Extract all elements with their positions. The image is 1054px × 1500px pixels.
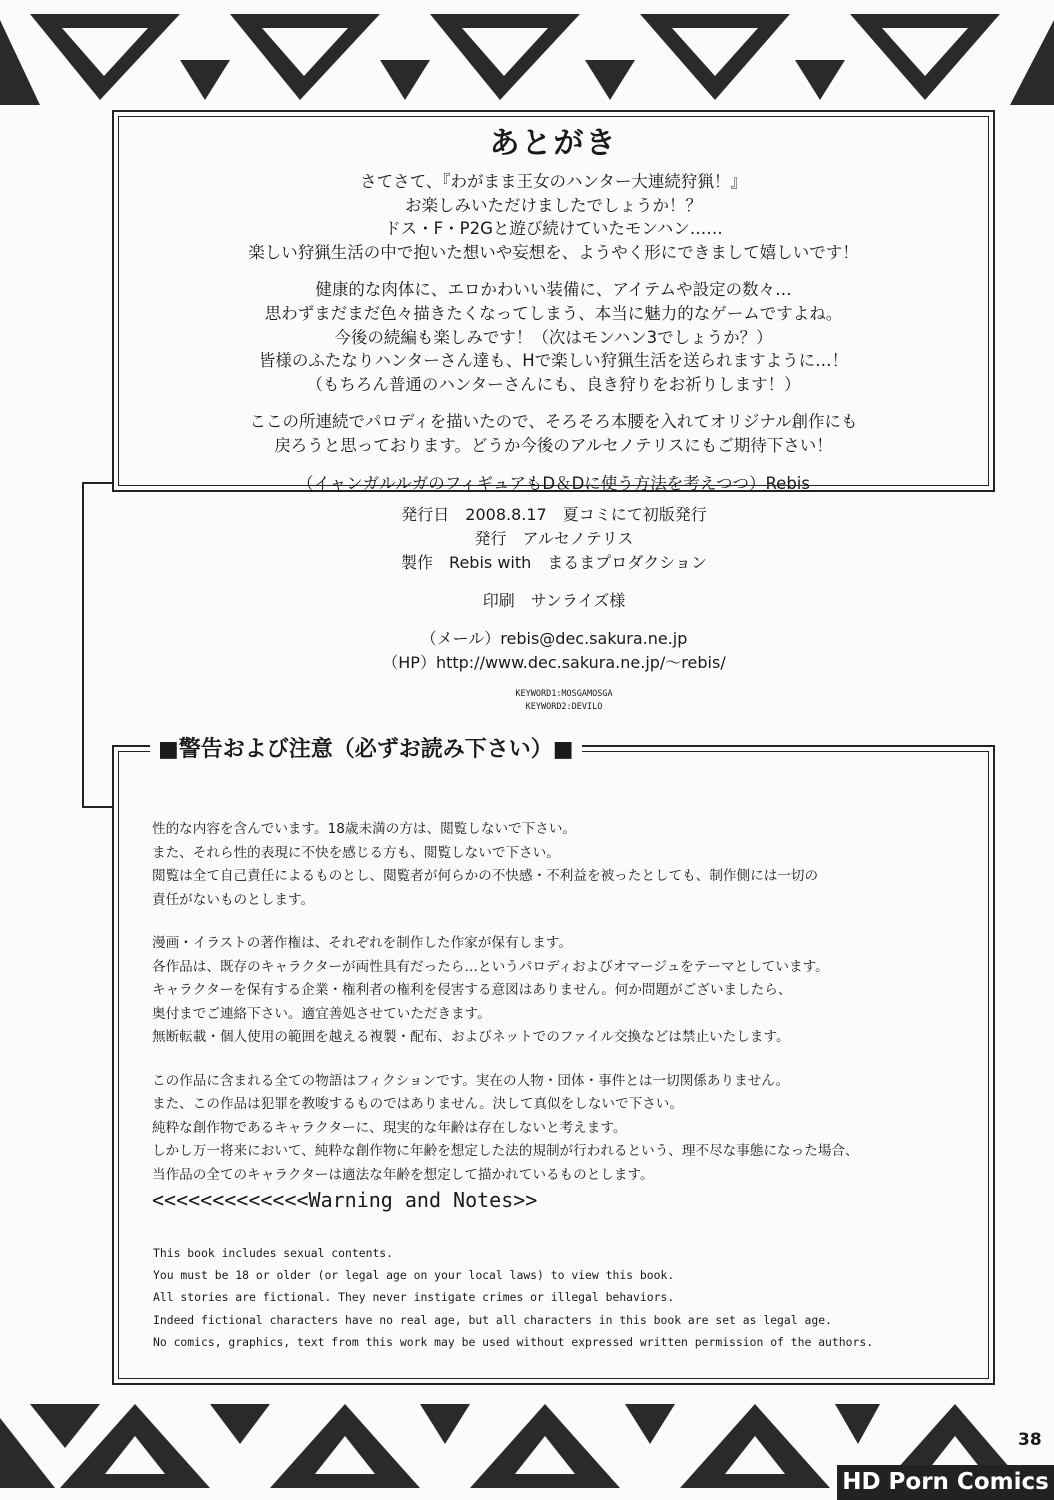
afterword-signature: （イャンガルルガのフィギュアもD＆Dに使う方法を考えつつ）Rebis xyxy=(297,473,810,493)
english-line: No comics, graphics, text from this work may be used without expressed written permission of the authors. xyxy=(153,1334,874,1349)
connector-line xyxy=(82,806,114,808)
afterword-paragraph: さてさて、『わがまま王女のハンター大連続狩猟！』 お楽しみいただけましたでしょうか！？ ドス・F・P2Gと遊び続けていたモンハン…… 楽しい狩猟生活の中で抱いた想いや妄想を、ようやく形にできまして嬉しいです！ xyxy=(248,172,859,262)
warning-paragraph: 漫画・イラストの著作権は、それぞれを制作した作家が保有します。 各作品は、既存のキャラクターが両性具有だったら…というパロディおよびオマージュをテーマとしています。 キャラクターを保有する企業・権利者の権利を侵害する意図はありません。何か問題がございましたら、 奥付までご連絡下さい。適宜善処させていただきます。 無断転載・個人使用の範囲を越える複製・配布、およびネットでのファイル交換などは禁止いたします。 xyxy=(152,935,829,1045)
publish-date: 発行日 2008.8.17 夏コミにて初版発行 xyxy=(401,505,707,524)
page-number: 38 xyxy=(1018,1430,1042,1450)
warning-paragraph: この作品に含まれる全ての物語はフィクションです。実在の人物・団体・事件とは一切関係ありません。 また、この作品は犯罪を教唆するものではありません。決して真似をしないで下さい。 純粋な創作物であるキャラクターに、現実的な年齢は存在しないと考えます。 しかし万一将来において、純粋な創作物に年齢を想定した法的規制が行われるという、理不尽な事態になった場合、 当作品の全てのキャラクターは適法な年齢を想定して描かれているものとします。 xyxy=(152,1072,859,1183)
keyword-2: KEYWORD2:DEVILO xyxy=(525,702,603,712)
english-line: This book includes sexual contents. xyxy=(153,1246,394,1260)
warning-heading: ■警告および注意（必ずお読み下さい）■ xyxy=(150,732,582,763)
english-line: All stories are fictional. They never instigate crimes or illegal behaviors. xyxy=(153,1290,675,1305)
afterword-text xyxy=(118,170,989,509)
afterword-title: あとがき xyxy=(489,126,618,161)
contact-mail: （メール）rebis@dec.sakura.ne.jp xyxy=(420,629,688,648)
english-line: You must be 18 or older (or legal age on your local laws) to view this book. xyxy=(153,1268,675,1283)
english-notes xyxy=(153,1242,973,1353)
keyword-1: KEYWORD1:MOSGAMOSGA xyxy=(515,689,613,699)
warning-text xyxy=(152,818,972,1207)
contact-homepage: （HP）http://www.dec.sakura.ne.jp/～rebis/ xyxy=(382,653,726,672)
publisher: 発行 アルセノテリス xyxy=(474,529,634,548)
watermark-badge: HD Porn Comics xyxy=(837,1465,1054,1500)
afterword-paragraph: ここの所連続でパロディを描いたので、そろそろ本腰を入れてオリジナル創作にも 戻ろうと思っております。どうか今後のアルセノテリスにもご期待下さい！ xyxy=(249,412,858,455)
afterword-paragraph: 健康的な肉体に、エロかわいい装備に、アイテムや設定の数々… 思わずまだまだ色々描きたくなってしまう、本当に魅力的なゲームですよね。 今後の続編も楽しみです！（次はモンハン3でしょうか？） 皆様のふたなりハンターさん達も、Hで楽しい狩猟生活を送られますように…！ （もちろん普通のハンターさんにも、良き狩りをお祈りします！） xyxy=(258,280,849,394)
production: 製作 Rebis with まるまプロダクション xyxy=(401,553,707,572)
connector-line xyxy=(82,482,84,807)
notes-title: <<<<<<<<<<<<<Warning and Notes>> xyxy=(152,1188,538,1212)
printer: 印刷 サンライズ様 xyxy=(482,591,626,610)
decorative-top-border xyxy=(0,0,1054,108)
connector-line xyxy=(82,482,114,484)
warning-paragraph: 性的な内容を含んでいます。18歳未満の方は、閲覧しないで下さい。 また、それら性的表現に不快を感じる方も、閲覧しないで下さい。 閲覧は全て自己責任によるものとし、閲覧者が何らかの不快感・不利益を被ったとしても、制作側には一切の 責任がないものとします。 xyxy=(152,821,819,908)
colophon xyxy=(300,503,808,675)
keywords xyxy=(450,688,678,714)
english-line: Indeed fictional characters have no real age, but all characters in this book are set as legal age. xyxy=(153,1312,832,1327)
